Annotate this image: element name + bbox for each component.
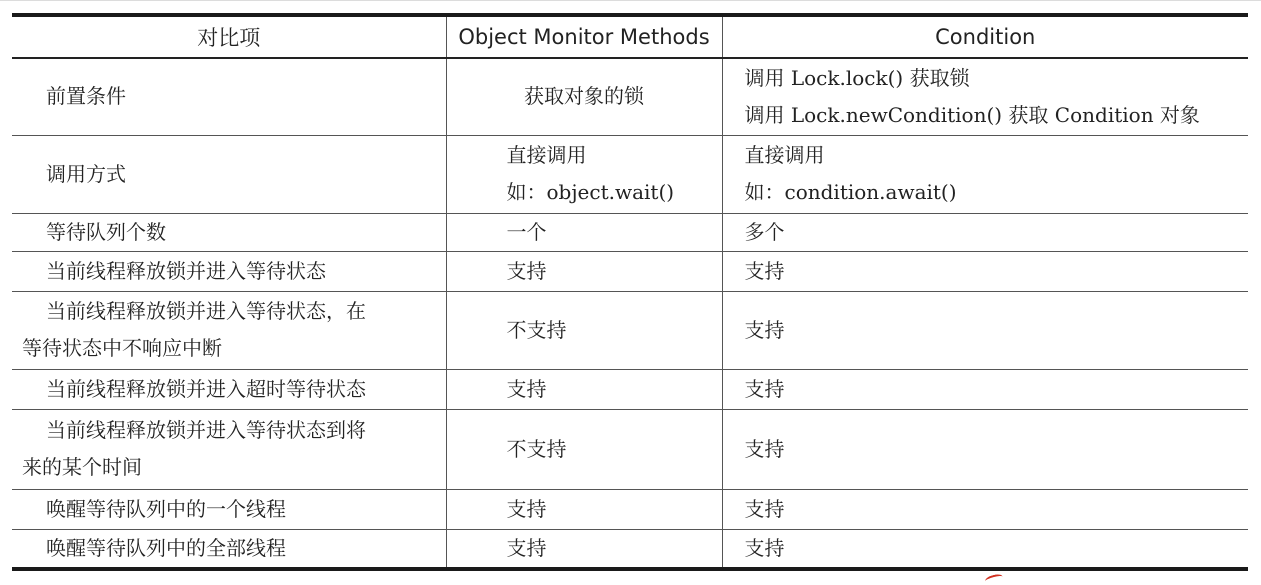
condition-cell: 直接调用 如：condition.await(): [722, 135, 1248, 213]
item-cell: 当前线程释放锁并进入等待状态，在 等待状态中不响应中断: [12, 291, 446, 369]
item-cell: 等待队列个数: [12, 213, 446, 251]
monitor-cell: 支持: [446, 251, 722, 291]
table-row: [12, 529, 1248, 569]
monitor-cell: 不支持: [446, 409, 722, 489]
monitor-cell: 支持: [446, 369, 722, 409]
table-row: [12, 251, 1248, 291]
condition-cell: 支持: [722, 251, 1248, 291]
item-cell: 唤醒等待队列中的全部线程: [12, 529, 446, 569]
condition-cell: 支持: [722, 291, 1248, 369]
header-row: [12, 15, 1248, 58]
monitor-cell: 不支持: [446, 291, 722, 369]
item-cell: 当前线程释放锁并进入等待状态到将 来的某个时间: [12, 409, 446, 489]
table-row: [12, 409, 1248, 489]
monitor-cell: 支持: [446, 489, 722, 529]
condition-cell: 支持: [722, 489, 1248, 529]
table-row: [12, 489, 1248, 529]
table-row: [12, 213, 1248, 251]
table-row: [12, 58, 1248, 135]
header-object-monitor-methods: Object Monitor Methods: [446, 15, 722, 58]
monitor-cell: 获取对象的锁: [446, 58, 722, 135]
condition-cell: 支持: [722, 369, 1248, 409]
condition-cell: 多个: [722, 213, 1248, 251]
condition-cell: 支持: [722, 409, 1248, 489]
item-cell: 调用方式: [12, 135, 446, 213]
comparison-table: [12, 13, 1248, 571]
monitor-cell: 支持: [446, 529, 722, 569]
monitor-cell: 一个: [446, 213, 722, 251]
table-row: [12, 369, 1248, 409]
header-comparison-item: 对比项: [12, 15, 446, 58]
top-divider: [0, 0, 1261, 1]
table-row: [12, 291, 1248, 369]
item-cell: 当前线程释放锁并进入等待状态: [12, 251, 446, 291]
item-cell: 前置条件: [12, 58, 446, 135]
table-row: [12, 135, 1248, 213]
item-cell: 唤醒等待队列中的一个线程: [12, 489, 446, 529]
condition-cell: 支持: [722, 529, 1248, 569]
red-pen-mark: [984, 573, 1003, 585]
condition-cell: 调用 Lock.lock() 获取锁 调用 Lock.newCondition() 获取 Condition 对象: [722, 58, 1248, 135]
header-condition: Condition: [722, 15, 1248, 58]
monitor-cell: 直接调用 如：object.wait(): [446, 135, 722, 213]
item-cell: 当前线程释放锁并进入超时等待状态: [12, 369, 446, 409]
